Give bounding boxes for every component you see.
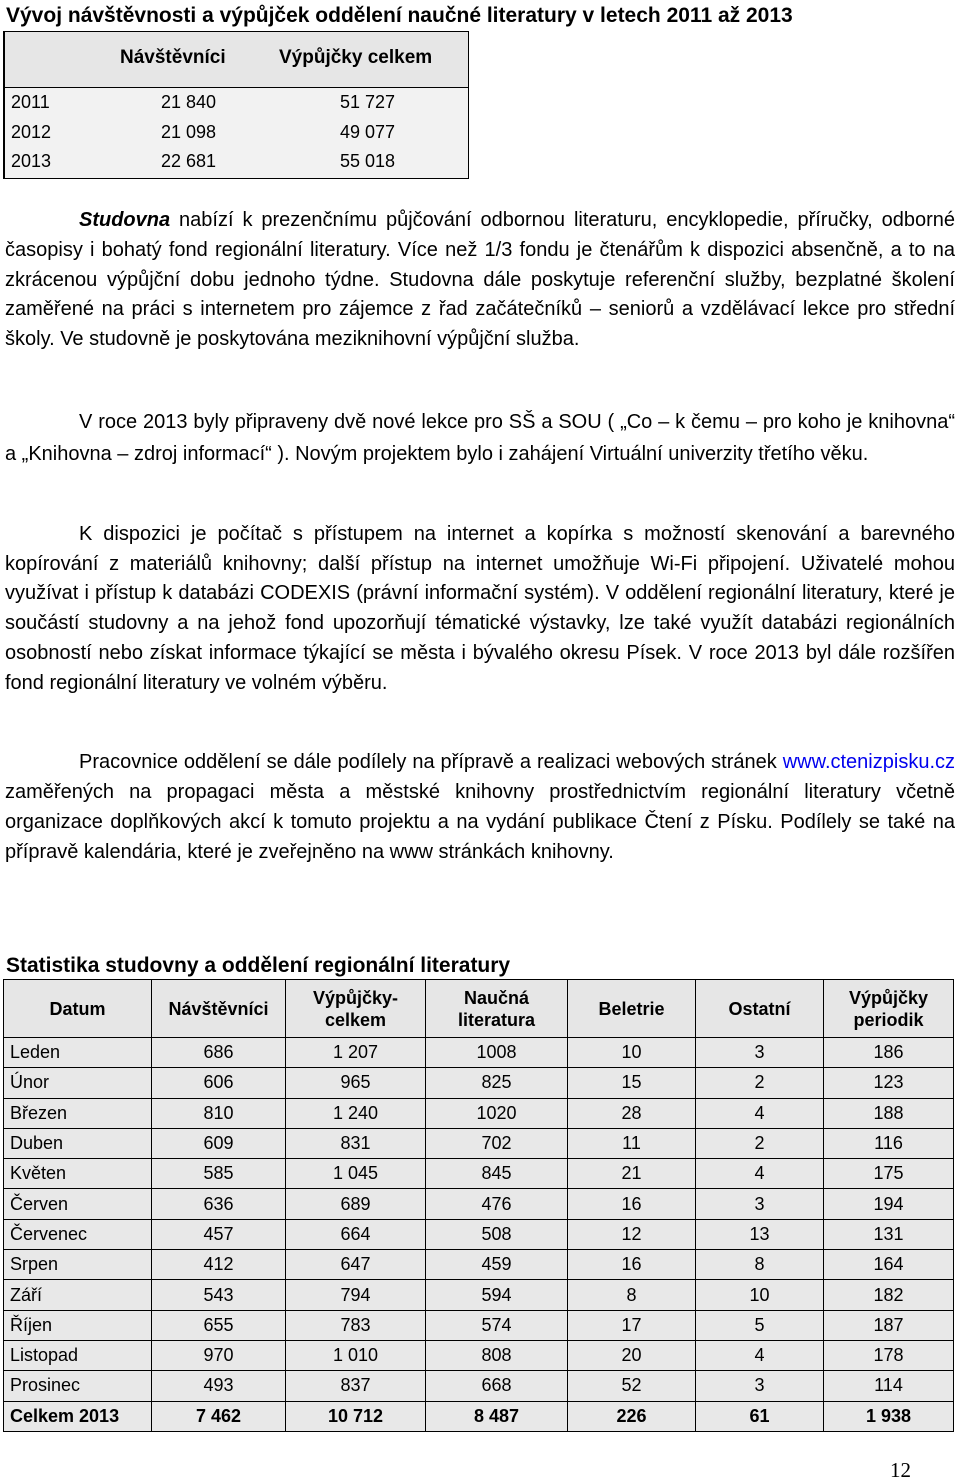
value-cell: 476 bbox=[426, 1189, 568, 1219]
value-cell: 574 bbox=[426, 1310, 568, 1340]
visitor-table bbox=[3, 31, 469, 179]
value-cell: 508 bbox=[426, 1219, 568, 1249]
value-cell: 175 bbox=[824, 1159, 954, 1189]
value-cell: 21 bbox=[568, 1159, 696, 1189]
table-row: 2013 22 681 55 018 bbox=[11, 151, 395, 171]
value-cell: 668 bbox=[426, 1371, 568, 1401]
value-cell: 647 bbox=[286, 1250, 426, 1280]
month-cell: Červenec bbox=[4, 1219, 152, 1249]
page-title: Vývoj návštěvnosti a výpůjček oddělení naučné literatury v letech 2011 až 2013 bbox=[6, 4, 793, 27]
month-cell: Prosinec bbox=[4, 1371, 152, 1401]
value-cell: 8 bbox=[568, 1280, 696, 1310]
header-navstevnici: Návštěvníci bbox=[152, 980, 286, 1038]
value-cell: 4 bbox=[696, 1340, 824, 1370]
value-cell: 28 bbox=[568, 1098, 696, 1128]
value-cell: 123 bbox=[824, 1068, 954, 1098]
value-cell: 655 bbox=[152, 1310, 286, 1340]
statistics-table bbox=[3, 979, 954, 1432]
month-cell: Duben bbox=[4, 1128, 152, 1158]
table-row bbox=[4, 1280, 954, 1310]
value-cell: 2 bbox=[696, 1128, 824, 1158]
value-cell: 1 045 bbox=[286, 1159, 426, 1189]
table-row bbox=[4, 1219, 954, 1249]
value-cell: 178 bbox=[824, 1340, 954, 1370]
month-cell: Únor bbox=[4, 1068, 152, 1098]
value-cell: 15 bbox=[568, 1068, 696, 1098]
value-cell: 543 bbox=[152, 1280, 286, 1310]
value-cell: 12 bbox=[568, 1219, 696, 1249]
table-row bbox=[4, 1371, 954, 1401]
value-cell: 459 bbox=[426, 1250, 568, 1280]
month-cell: Listopad bbox=[4, 1340, 152, 1370]
value-cell: 831 bbox=[286, 1128, 426, 1158]
value-cell: 116 bbox=[824, 1128, 954, 1158]
value-cell: 412 bbox=[152, 1250, 286, 1280]
value-cell: 664 bbox=[286, 1219, 426, 1249]
table-total-row bbox=[4, 1401, 954, 1431]
value-cell: 10 bbox=[696, 1280, 824, 1310]
month-cell: Březen bbox=[4, 1098, 152, 1128]
value-cell: 845 bbox=[426, 1159, 568, 1189]
value-cell: 13 bbox=[696, 1219, 824, 1249]
table-row bbox=[4, 1159, 954, 1189]
value-cell: 5 bbox=[696, 1310, 824, 1340]
section-title: Statistika studovny a oddělení regionální literatury bbox=[6, 953, 510, 981]
header-naucna: Naučná literatura bbox=[426, 980, 568, 1038]
value-cell: 810 bbox=[152, 1098, 286, 1128]
header-periodika: Výpůjčky periodik bbox=[824, 980, 954, 1038]
table-row bbox=[4, 1128, 954, 1158]
value-cell: 970 bbox=[152, 1340, 286, 1370]
value-cell: 1 010 bbox=[286, 1340, 426, 1370]
value-cell: 8 487 bbox=[426, 1401, 568, 1431]
paragraph-web: Pracovnice oddělení se dále podílely na přípravě a realizaci webových stránek www.ctenizpisku.cz zaměřených na propagaci města a městské knihovny prostřednictvím regionální literatury včetně organizace doplňkových akcí k tomuto projektu a na vydání publikace Čtení z Písku. Podílely se také na přípravě kalendária, které je zveřejněno na www stránkách knihovny. bbox=[5, 751, 955, 863]
value-cell: 20 bbox=[568, 1340, 696, 1370]
month-cell: Říjen bbox=[4, 1310, 152, 1340]
value-cell: 1 207 bbox=[286, 1038, 426, 1068]
month-cell: Červen bbox=[4, 1189, 152, 1219]
value-cell: 3 bbox=[696, 1189, 824, 1219]
value-cell: 594 bbox=[426, 1280, 568, 1310]
month-cell: Květen bbox=[4, 1159, 152, 1189]
header-vypujcky-celkem: Výpůjčky-celkem bbox=[286, 980, 426, 1038]
page-number: 12 bbox=[890, 1458, 911, 1482]
table-row bbox=[4, 1068, 954, 1098]
table-row: 2011 21 840 51 727 bbox=[11, 92, 395, 112]
value-cell: 609 bbox=[152, 1128, 286, 1158]
paragraph-lekce: V roce 2013 byly připraveny dvě nové lekce pro SŠ a SOU ( „Co – k čemu – pro koho je knihovna“ a „Knihovna – zdroj informací“ ). Novým projektem bylo i zahájení Virtuální univerzity třetího věku. bbox=[5, 411, 955, 465]
value-cell: 10 712 bbox=[286, 1401, 426, 1431]
visitor-table-header bbox=[4, 32, 468, 88]
month-cell: Srpen bbox=[4, 1250, 152, 1280]
header-ostatni: Ostatní bbox=[696, 980, 824, 1038]
value-cell: 965 bbox=[286, 1068, 426, 1098]
value-cell: 52 bbox=[568, 1371, 696, 1401]
value-cell: 16 bbox=[568, 1189, 696, 1219]
value-cell: 114 bbox=[824, 1371, 954, 1401]
value-cell: 689 bbox=[286, 1189, 426, 1219]
value-cell: 10 bbox=[568, 1038, 696, 1068]
table-row bbox=[4, 1189, 954, 1219]
value-cell: 11 bbox=[568, 1128, 696, 1158]
value-cell: 2 bbox=[696, 1068, 824, 1098]
header-visitors: Návštěvníci bbox=[120, 47, 226, 68]
table-row bbox=[4, 1250, 954, 1280]
website-link[interactable]: www.ctenizpisku.cz bbox=[782, 751, 955, 773]
month-cell: Leden bbox=[4, 1038, 152, 1068]
value-cell: 1008 bbox=[426, 1038, 568, 1068]
value-cell: 457 bbox=[152, 1219, 286, 1249]
table-row bbox=[4, 1310, 954, 1340]
value-cell: 3 bbox=[696, 1371, 824, 1401]
value-cell: 4 bbox=[696, 1159, 824, 1189]
value-cell: 837 bbox=[286, 1371, 426, 1401]
header-datum: Datum bbox=[4, 980, 152, 1038]
value-cell: 825 bbox=[426, 1068, 568, 1098]
header-beletrie: Beletrie bbox=[568, 980, 696, 1038]
studovna-lead: Studovna bbox=[79, 209, 171, 231]
value-cell: 1 240 bbox=[286, 1098, 426, 1128]
table-row: 2012 21 098 49 077 bbox=[11, 122, 395, 142]
value-cell: 16 bbox=[568, 1250, 696, 1280]
table-row bbox=[4, 1340, 954, 1370]
value-cell: 493 bbox=[152, 1371, 286, 1401]
value-cell: 8 bbox=[696, 1250, 824, 1280]
value-cell: 164 bbox=[824, 1250, 954, 1280]
value-cell: 182 bbox=[824, 1280, 954, 1310]
value-cell: 61 bbox=[696, 1401, 824, 1431]
table-row bbox=[4, 1098, 954, 1128]
value-cell: 606 bbox=[152, 1068, 286, 1098]
value-cell: 131 bbox=[824, 1219, 954, 1249]
value-cell: 794 bbox=[286, 1280, 426, 1310]
value-cell: 194 bbox=[824, 1189, 954, 1219]
value-cell: 187 bbox=[824, 1310, 954, 1340]
value-cell: 702 bbox=[426, 1128, 568, 1158]
value-cell: 17 bbox=[568, 1310, 696, 1340]
table-row bbox=[4, 1038, 954, 1068]
month-cell: Září bbox=[4, 1280, 152, 1310]
header-loans: Výpůjčky celkem bbox=[279, 47, 433, 68]
value-cell: 783 bbox=[286, 1310, 426, 1340]
value-cell: 1 938 bbox=[824, 1401, 954, 1431]
value-cell: 636 bbox=[152, 1189, 286, 1219]
month-cell: Celkem 2013 bbox=[4, 1401, 152, 1431]
value-cell: 3 bbox=[696, 1038, 824, 1068]
value-cell: 808 bbox=[426, 1340, 568, 1370]
value-cell: 4 bbox=[696, 1098, 824, 1128]
table-header-row bbox=[4, 980, 954, 1038]
value-cell: 186 bbox=[824, 1038, 954, 1068]
paragraph-dispozice: K dispozici je počítač s přístupem na internet a kopírka s možností skenování a barevného kopírování z materiálů knihovny; další přístup na internet umožňuje Wi-Fi připojení. Uživatelé mohou využívat i přístup k databázi CODEXIS (právní informační systém). V oddělení regionální literatury, které je součástí studovny a na jehož fond upozorňují tématické výstavky, lze také využít databázi regionálních osobností nebo získat informace týkající se města i bývalého okresu Písek. V roce 2013 byl dále rozšířen fond regionální literatury ve volném výběru. bbox=[5, 523, 955, 694]
value-cell: 686 bbox=[152, 1038, 286, 1068]
value-cell: 585 bbox=[152, 1159, 286, 1189]
paragraph-studovna: Studovna nabízí k prezenčnímu půjčování odbornou literaturu, encyklopedie, příručky, odborné časopisy i bohatý fond regionální literatury. Více než 1/3 fondu je čtenářům k dispozici absenčně, a to na zkrácenou výpůjční dobu jednoho týdne. Studovna dále poskytuje referenční služby, bezplatné školení zaměřené na práci s internetem pro zájemce z řad začátečníků – seniorů a vzdělávací lekce pro střední školy. Ve studovně je poskytována meziknihovní výpůjční služba. bbox=[5, 209, 955, 351]
value-cell: 1020 bbox=[426, 1098, 568, 1128]
value-cell: 188 bbox=[824, 1098, 954, 1128]
value-cell: 7 462 bbox=[152, 1401, 286, 1431]
value-cell: 226 bbox=[568, 1401, 696, 1431]
